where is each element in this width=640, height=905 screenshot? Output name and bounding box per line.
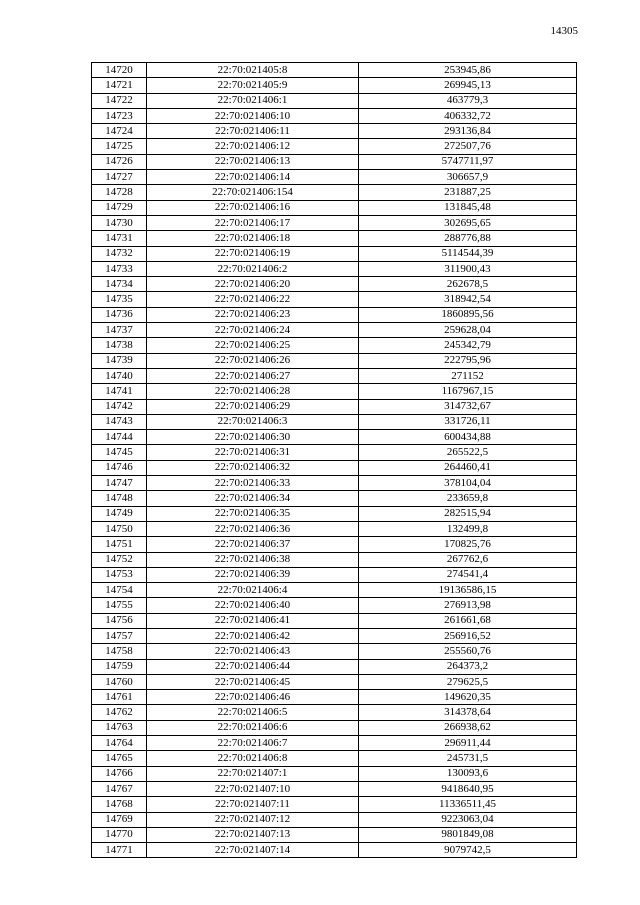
row-number-cell: 14768 xyxy=(92,797,147,812)
cadastral-number-cell: 22:70:021406:40 xyxy=(147,598,359,613)
cadastral-number-cell: 22:70:021406:41 xyxy=(147,613,359,628)
row-number-cell: 14747 xyxy=(92,476,147,491)
table-row xyxy=(92,751,577,766)
row-number-cell: 14750 xyxy=(92,521,147,536)
cadastral-number-cell: 22:70:021406:44 xyxy=(147,659,359,674)
cadastral-number-cell: 22:70:021406:12 xyxy=(147,139,359,154)
value-cell: 262678,5 xyxy=(359,277,577,292)
table-row xyxy=(92,399,577,414)
value-cell: 282515,94 xyxy=(359,506,577,521)
row-number-cell: 14745 xyxy=(92,445,147,460)
value-cell: 318942,54 xyxy=(359,292,577,307)
value-cell: 269945,13 xyxy=(359,78,577,93)
cadastral-number-cell: 22:70:021406:1 xyxy=(147,93,359,108)
row-number-cell: 14731 xyxy=(92,231,147,246)
cadastral-number-cell: 22:70:021406:14 xyxy=(147,170,359,185)
cadastral-number-cell: 22:70:021405:8 xyxy=(147,63,359,78)
cadastral-number-cell: 22:70:021407:14 xyxy=(147,843,359,858)
cadastral-number-cell: 22:70:021406:45 xyxy=(147,674,359,689)
value-cell: 259628,04 xyxy=(359,323,577,338)
row-number-cell: 14746 xyxy=(92,460,147,475)
cadastral-number-cell: 22:70:021405:9 xyxy=(147,78,359,93)
table-row xyxy=(92,506,577,521)
table-row xyxy=(92,598,577,613)
table-row xyxy=(92,644,577,659)
value-cell: 1860895,56 xyxy=(359,307,577,322)
value-cell: 231887,25 xyxy=(359,185,577,200)
value-cell: 265522,5 xyxy=(359,445,577,460)
row-number-cell: 14723 xyxy=(92,108,147,123)
row-number-cell: 14758 xyxy=(92,644,147,659)
cadastral-number-cell: 22:70:021406:7 xyxy=(147,736,359,751)
cadastral-number-cell: 22:70:021406:18 xyxy=(147,231,359,246)
table-row xyxy=(92,414,577,429)
row-number-cell: 14720 xyxy=(92,63,147,78)
value-cell: 222795,96 xyxy=(359,353,577,368)
cadastral-number-cell: 22:70:021406:46 xyxy=(147,690,359,705)
table-row xyxy=(92,781,577,796)
row-number-cell: 14729 xyxy=(92,200,147,215)
value-cell: 276913,98 xyxy=(359,598,577,613)
cadastral-number-cell: 22:70:021406:6 xyxy=(147,720,359,735)
table-row xyxy=(92,338,577,353)
row-number-cell: 14738 xyxy=(92,338,147,353)
cadastral-number-cell: 22:70:021406:32 xyxy=(147,460,359,475)
row-number-cell: 14770 xyxy=(92,827,147,842)
value-cell: 314732,67 xyxy=(359,399,577,414)
table-row xyxy=(92,139,577,154)
value-cell: 274541,4 xyxy=(359,567,577,582)
cadastral-number-cell: 22:70:021406:13 xyxy=(147,154,359,169)
table-row xyxy=(92,323,577,338)
row-number-cell: 14741 xyxy=(92,384,147,399)
table-row xyxy=(92,261,577,276)
value-cell: 296911,44 xyxy=(359,736,577,751)
table-row xyxy=(92,628,577,643)
row-number-cell: 14749 xyxy=(92,506,147,521)
cadastral-number-cell: 22:70:021406:154 xyxy=(147,185,359,200)
value-cell: 11336511,45 xyxy=(359,797,577,812)
value-cell: 306657,9 xyxy=(359,170,577,185)
row-number-cell: 14759 xyxy=(92,659,147,674)
cadastral-number-cell: 22:70:021406:4 xyxy=(147,583,359,598)
row-number-cell: 14737 xyxy=(92,323,147,338)
row-number-cell: 14733 xyxy=(92,261,147,276)
row-number-cell: 14762 xyxy=(92,705,147,720)
table-row xyxy=(92,476,577,491)
row-number-cell: 14754 xyxy=(92,583,147,598)
value-cell: 9418640,95 xyxy=(359,781,577,796)
row-number-cell: 14755 xyxy=(92,598,147,613)
cadastral-number-cell: 22:70:021406:34 xyxy=(147,491,359,506)
row-number-cell: 14734 xyxy=(92,277,147,292)
cadastral-number-cell: 22:70:021406:23 xyxy=(147,307,359,322)
row-number-cell: 14753 xyxy=(92,567,147,582)
value-cell: 311900,43 xyxy=(359,261,577,276)
value-cell: 9801849,08 xyxy=(359,827,577,842)
table-row xyxy=(92,690,577,705)
value-cell: 255560,76 xyxy=(359,644,577,659)
table-row xyxy=(92,246,577,261)
cadastral-number-cell: 22:70:021406:38 xyxy=(147,552,359,567)
table-row xyxy=(92,797,577,812)
value-cell: 406332,72 xyxy=(359,108,577,123)
table-row xyxy=(92,368,577,383)
value-cell: 264460,41 xyxy=(359,460,577,475)
table-row xyxy=(92,491,577,506)
row-number-cell: 14721 xyxy=(92,78,147,93)
row-number-cell: 14769 xyxy=(92,812,147,827)
table-row xyxy=(92,200,577,215)
table-row xyxy=(92,843,577,858)
cadastral-number-cell: 22:70:021406:10 xyxy=(147,108,359,123)
cadastral-number-cell: 22:70:021406:27 xyxy=(147,368,359,383)
row-number-cell: 14752 xyxy=(92,552,147,567)
cadastral-number-cell: 22:70:021406:19 xyxy=(147,246,359,261)
cadastral-number-cell: 22:70:021406:2 xyxy=(147,261,359,276)
value-cell: 130093,6 xyxy=(359,766,577,781)
row-number-cell: 14744 xyxy=(92,430,147,445)
row-number-cell: 14736 xyxy=(92,307,147,322)
cadastral-number-cell: 22:70:021406:39 xyxy=(147,567,359,582)
cadastral-number-cell: 22:70:021406:33 xyxy=(147,476,359,491)
table-row xyxy=(92,154,577,169)
cadastral-number-cell: 22:70:021406:11 xyxy=(147,124,359,139)
row-number-cell: 14763 xyxy=(92,720,147,735)
table-row xyxy=(92,124,577,139)
cadastral-number-cell: 22:70:021407:10 xyxy=(147,781,359,796)
value-cell: 314378,64 xyxy=(359,705,577,720)
table-row xyxy=(92,93,577,108)
row-number-cell: 14727 xyxy=(92,170,147,185)
value-cell: 245731,5 xyxy=(359,751,577,766)
row-number-cell: 14742 xyxy=(92,399,147,414)
table-row xyxy=(92,231,577,246)
table-row xyxy=(92,583,577,598)
table-row xyxy=(92,292,577,307)
table-row xyxy=(92,460,577,475)
row-number-cell: 14732 xyxy=(92,246,147,261)
cadastral-number-cell: 22:70:021407:12 xyxy=(147,812,359,827)
cadastral-number-cell: 22:70:021406:35 xyxy=(147,506,359,521)
row-number-cell: 14766 xyxy=(92,766,147,781)
table-row xyxy=(92,384,577,399)
table-row xyxy=(92,552,577,567)
table-row xyxy=(92,705,577,720)
cadastral-number-cell: 22:70:021406:8 xyxy=(147,751,359,766)
cadastral-number-cell: 22:70:021406:28 xyxy=(147,384,359,399)
table-row xyxy=(92,613,577,628)
value-cell: 131845,48 xyxy=(359,200,577,215)
value-cell: 267762,6 xyxy=(359,552,577,567)
table-row xyxy=(92,277,577,292)
row-number-cell: 14748 xyxy=(92,491,147,506)
table-row xyxy=(92,674,577,689)
row-number-cell: 14751 xyxy=(92,537,147,552)
value-cell: 261661,68 xyxy=(359,613,577,628)
table-row xyxy=(92,521,577,536)
cadastral-number-cell: 22:70:021406:31 xyxy=(147,445,359,460)
row-number-cell: 14739 xyxy=(92,353,147,368)
row-number-cell: 14761 xyxy=(92,690,147,705)
row-number-cell: 14724 xyxy=(92,124,147,139)
row-number-cell: 14771 xyxy=(92,843,147,858)
value-cell: 245342,79 xyxy=(359,338,577,353)
value-cell: 19136586,15 xyxy=(359,583,577,598)
value-cell: 279625,5 xyxy=(359,674,577,689)
cadastral-number-cell: 22:70:021406:17 xyxy=(147,215,359,230)
value-cell: 132499,8 xyxy=(359,521,577,536)
cadastral-number-cell: 22:70:021407:1 xyxy=(147,766,359,781)
cadastral-number-cell: 22:70:021406:22 xyxy=(147,292,359,307)
table-row xyxy=(92,736,577,751)
table-row xyxy=(92,108,577,123)
value-cell: 302695,65 xyxy=(359,215,577,230)
row-number-cell: 14728 xyxy=(92,185,147,200)
cadastral-number-cell: 22:70:021406:16 xyxy=(147,200,359,215)
row-number-cell: 14756 xyxy=(92,613,147,628)
value-cell: 293136,84 xyxy=(359,124,577,139)
value-cell: 600434,88 xyxy=(359,430,577,445)
row-number-cell: 14765 xyxy=(92,751,147,766)
table-row xyxy=(92,63,577,78)
value-cell: 288776,88 xyxy=(359,231,577,246)
value-cell: 253945,86 xyxy=(359,63,577,78)
row-number-cell: 14757 xyxy=(92,628,147,643)
value-cell: 1167967,15 xyxy=(359,384,577,399)
row-number-cell: 14725 xyxy=(92,139,147,154)
row-number-cell: 14764 xyxy=(92,736,147,751)
value-cell: 264373,2 xyxy=(359,659,577,674)
cadastral-number-cell: 22:70:021406:26 xyxy=(147,353,359,368)
value-cell: 9223063,04 xyxy=(359,812,577,827)
table-body xyxy=(92,63,577,858)
cadastral-number-cell: 22:70:021406:20 xyxy=(147,277,359,292)
table-row xyxy=(92,567,577,582)
row-number-cell: 14722 xyxy=(92,93,147,108)
value-cell: 463779,3 xyxy=(359,93,577,108)
cadastral-number-cell: 22:70:021406:29 xyxy=(147,399,359,414)
cadastral-number-cell: 22:70:021406:37 xyxy=(147,537,359,552)
row-number-cell: 14730 xyxy=(92,215,147,230)
table-row xyxy=(92,307,577,322)
row-number-cell: 14767 xyxy=(92,781,147,796)
table-row xyxy=(92,720,577,735)
table-row xyxy=(92,766,577,781)
cadastral-number-cell: 22:70:021406:36 xyxy=(147,521,359,536)
table-row xyxy=(92,827,577,842)
row-number-cell: 14735 xyxy=(92,292,147,307)
value-cell: 378104,04 xyxy=(359,476,577,491)
cadastral-number-cell: 22:70:021406:25 xyxy=(147,338,359,353)
cadastral-number-cell: 22:70:021406:30 xyxy=(147,430,359,445)
cadastral-number-cell: 22:70:021406:24 xyxy=(147,323,359,338)
value-cell: 233659,8 xyxy=(359,491,577,506)
data-table xyxy=(91,62,577,858)
value-cell: 256916,52 xyxy=(359,628,577,643)
row-number-cell: 14743 xyxy=(92,414,147,429)
table-row xyxy=(92,78,577,93)
cadastral-number-cell: 22:70:021407:11 xyxy=(147,797,359,812)
cadastral-number-cell: 22:70:021406:42 xyxy=(147,628,359,643)
row-number-cell: 14740 xyxy=(92,368,147,383)
table-row xyxy=(92,659,577,674)
row-number-cell: 14760 xyxy=(92,674,147,689)
table-row xyxy=(92,445,577,460)
page-number: 14305 xyxy=(550,25,578,37)
value-cell: 272507,76 xyxy=(359,139,577,154)
table-row xyxy=(92,215,577,230)
row-number-cell: 14726 xyxy=(92,154,147,169)
value-cell: 5114544,39 xyxy=(359,246,577,261)
table-row xyxy=(92,537,577,552)
table-row xyxy=(92,812,577,827)
table-row xyxy=(92,430,577,445)
value-cell: 9079742,5 xyxy=(359,843,577,858)
cadastral-number-cell: 22:70:021406:3 xyxy=(147,414,359,429)
value-cell: 149620,35 xyxy=(359,690,577,705)
table-row xyxy=(92,353,577,368)
value-cell: 170825,76 xyxy=(359,537,577,552)
table-row xyxy=(92,185,577,200)
cadastral-number-cell: 22:70:021406:5 xyxy=(147,705,359,720)
value-cell: 331726,11 xyxy=(359,414,577,429)
cadastral-number-cell: 22:70:021406:43 xyxy=(147,644,359,659)
cadastral-number-cell: 22:70:021407:13 xyxy=(147,827,359,842)
value-cell: 5747711,97 xyxy=(359,154,577,169)
value-cell: 271152 xyxy=(359,368,577,383)
value-cell: 266938,62 xyxy=(359,720,577,735)
table-row xyxy=(92,170,577,185)
